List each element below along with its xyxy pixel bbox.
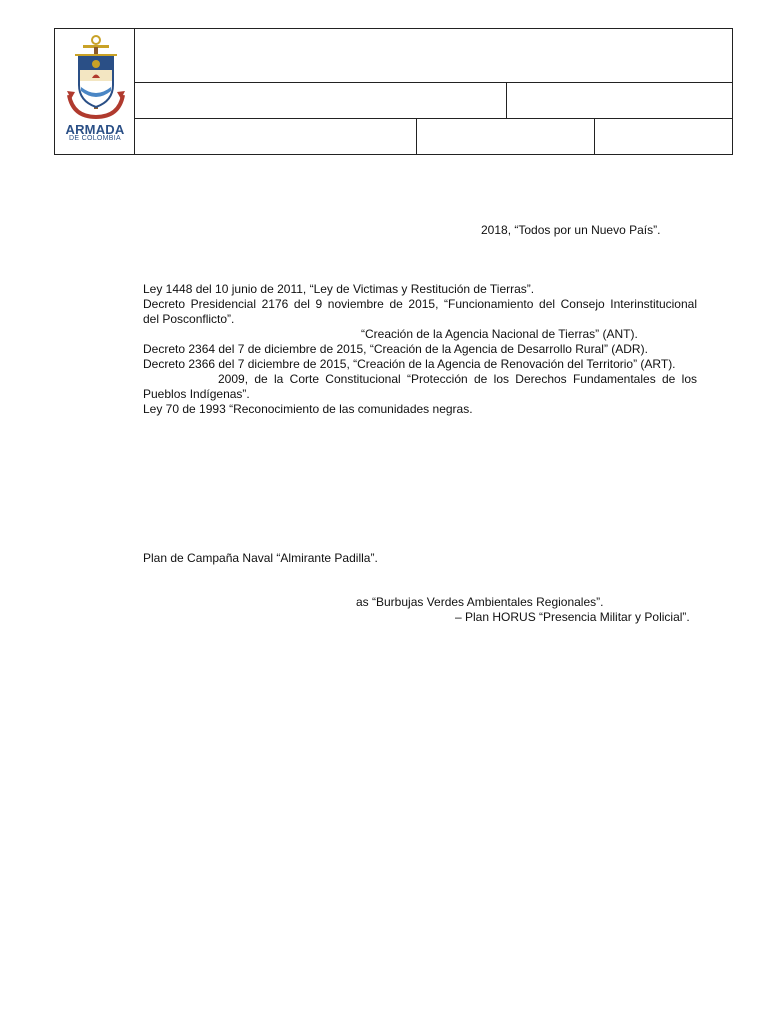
horus-plan: – Plan HORUS “Presencia Militar y Policial”. [455,610,690,624]
header-divider-1 [135,82,732,83]
header-divider-2 [135,118,732,119]
logo-title: ARMADA [65,122,125,137]
legal-item: Ley 1448 del 10 junio de 2011, “Ley de Victimas y Restitución de Tierras”. [143,282,535,296]
logo-cell [55,29,135,154]
legal-item: 2009, de la Corte Constitucional “Protección de los Derechos Fundamentales de los [218,372,697,386]
legal-item: Decreto 2364 del 7 de diciembre de 2015, “Creación de la Agencia de Desarrollo Rural” (ADR). [143,342,648,356]
legal-item: Pueblos Indígenas”. [143,387,250,401]
legal-item: del Posconflicto”. [143,312,235,326]
legal-item: Decreto 2366 del 7 diciembre de 2015, “Creación de la Agencia de Renovación del Territorio” (ART). [143,357,676,371]
header-col-divider-1 [506,82,507,118]
legal-item: Decreto Presidencial 2176 del 9 noviembre de 2015, “Funcionamiento del Consejo Interinstitucional [143,297,697,311]
legal-item: “Creación de la Agencia Nacional de Tierras” (ANT). [361,327,638,341]
bubbles-plan: as “Burbujas Verdes Ambientales Regionales”. [356,595,604,609]
document-header-table [54,28,733,155]
armada-logo-icon [55,29,135,124]
legal-item: Ley 70 de 1993 “Reconocimiento de las comunidades negras. [143,402,473,416]
logo-subtitle: DE COLOMBIA [69,135,121,142]
header-col-divider-3 [594,118,595,154]
campaign-plan: Plan de Campaña Naval “Almirante Padilla”. [143,551,378,565]
plan-reference: 2018, “Todos por un Nuevo País”. [481,223,661,237]
header-col-divider-2 [416,118,417,154]
